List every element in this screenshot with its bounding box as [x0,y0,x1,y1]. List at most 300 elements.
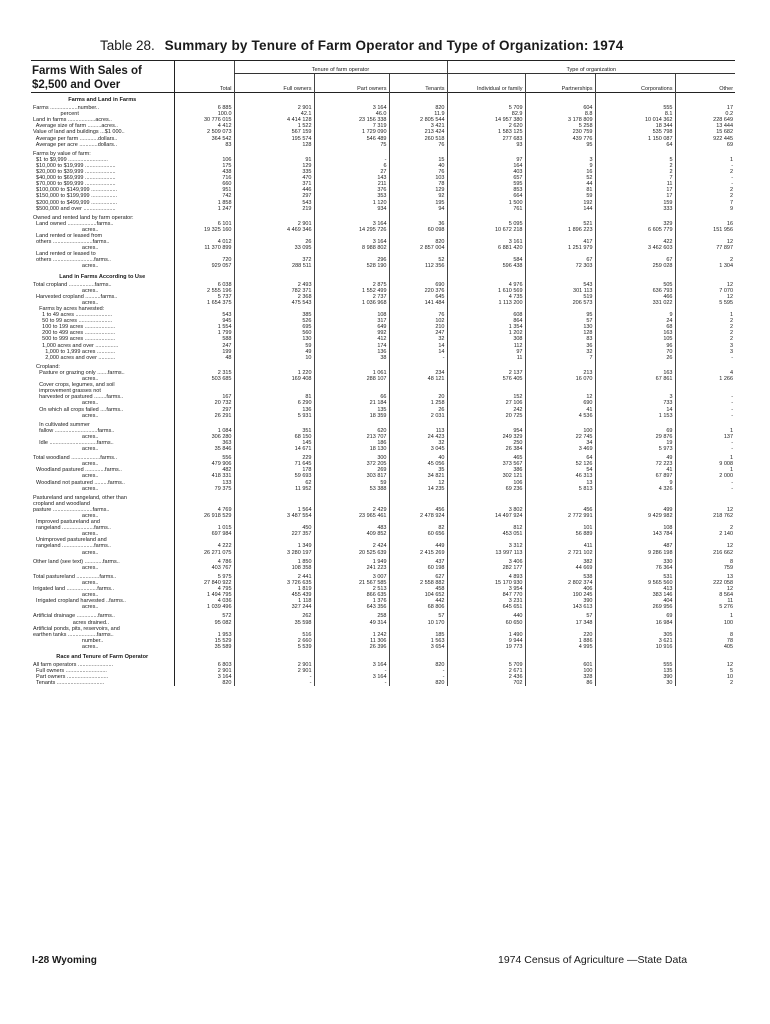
cell-full-owners: 1 118 [234,598,314,604]
empty-cell [174,650,234,662]
cell-total: 951 [174,187,234,193]
cell-part-owners: 2 875 [314,282,389,288]
cell-corporations: 3 [595,394,675,400]
cell-total: 297 [174,407,234,413]
cell-tenants: 247 [389,330,447,336]
cell-full-owners: 10 [234,355,314,361]
cell-partnerships: 34 [525,440,595,446]
cell-corporations: 49 [595,455,675,461]
cell-tenants: 52 [389,257,447,263]
cell-part-owners: 353 [314,193,389,199]
row-label: acres.. [33,400,99,407]
cell-individual-family: 1 490 [447,632,525,638]
empty-cell [675,650,735,662]
row-label: $100,000 to $149,999 ................. [33,187,118,194]
cell-tenants: 3 654 [389,644,447,650]
cell-total: 945 [174,318,234,324]
cell-tenants: 2 857 004 [389,245,447,251]
row-label: Tenants ............................... [33,680,105,687]
cell-tenants: 449 [389,543,447,549]
cell-tenants: 141 484 [389,300,447,306]
cell-tenants: 234 [389,370,447,376]
cell-total: 1 039 496 [174,604,234,610]
cell-individual-family: 440 [447,613,525,619]
cell-total: 27 840 922 [174,580,234,586]
cell-corporations: 72 223 [595,461,675,467]
cell-partnerships: 100 [525,428,595,434]
cell-part-owners: 412 [314,336,389,342]
cell-part-owners: 59 [314,480,389,486]
cell-other: - [675,446,735,452]
summary-table [31,60,735,686]
cell-part-owners: 135 [314,407,389,413]
cell-individual-family: 1 610 569 [447,288,525,294]
cell-total: 2 315 [174,370,234,376]
cell-other: 1 [675,467,735,473]
cell-partnerships: 64 [525,455,595,461]
row-label: rangeland .....................farms.. [33,543,111,550]
cell-other: 2 [675,324,735,330]
cell-full-owners: 1 564 [234,507,314,513]
row-label: 200 to 499 acres .................... [33,330,116,337]
cell-full-owners: 782 371 [234,288,314,294]
cell-part-owners: 66 [314,394,389,400]
row-label: acres.. [33,376,99,383]
row-label: acres.. [33,604,99,611]
cell-partnerships: 456 [525,507,595,513]
cell-other: 1 266 [675,376,735,382]
cell-individual-family: 282 177 [447,565,525,571]
row-label: acres.. [33,531,99,538]
row-label: acres.. [33,592,99,599]
cell-full-owners: 130 [234,336,314,342]
cell-tenants: - [389,668,447,674]
cell-corporations: 4 326 [595,486,675,492]
cell-part-owners: 3 164 [314,662,389,668]
row-label: Total cropland .................farms.. [33,281,112,288]
row-label: Pasture or grazing only .......farms.. [33,369,125,376]
cell-corporations: 41 [595,467,675,473]
cell-individual-family: 657 [447,175,525,181]
cell-total: 4 036 [174,598,234,604]
cell-corporations: 5 [595,157,675,163]
cell-other: 12 [675,282,735,288]
cell-individual-family: 3 312 [447,543,525,549]
cell-other: - [675,394,735,400]
cell-tenants: 40 [389,455,447,461]
cell-tenants: 20 [389,394,447,400]
cell-tenants: 442 [389,598,447,604]
cell-tenants: 103 [389,175,447,181]
cell-individual-family: 1 113 200 [447,300,525,306]
cell-total: 820 [174,680,234,686]
row-label: Improved pastureland and [33,519,100,526]
cell-other: - [675,440,735,446]
empty-cell [447,650,525,662]
cell-tenants: 210 [389,324,447,330]
footer-page-id: I-28 Wyoming [32,955,97,966]
cell-tenants: 60 198 [389,565,447,571]
cell-part-owners: 620 [314,428,389,434]
cell-full-owners: 219 [234,206,314,212]
header-group-organization: Type of organization [447,61,735,74]
cell-part-owners: 241 223 [314,565,389,571]
cell-part-owners: 26 396 [314,644,389,650]
cell-tenants: 15 [389,157,447,163]
cell-individual-family: 853 [447,187,525,193]
cell-individual-family: 1 583 125 [447,129,525,135]
row-label: acres.. [33,299,99,306]
cell-part-owners: 649 [314,324,389,330]
cell-corporations: 135 [595,668,675,674]
cell-part-owners: 49 314 [314,620,389,626]
row-label: Value of land and buildings ...$1 000.. [33,129,125,136]
cell-other: 8 [675,559,735,565]
cell-total: 26 918 529 [174,513,234,519]
cell-full-owners: 2 901 [234,221,314,227]
cell-individual-family: 112 [447,343,525,349]
cell-full-owners: 5 931 [234,413,314,419]
cell-partnerships: 3 469 [525,446,595,452]
cell-full-owners: 372 [234,257,314,263]
cell-total: 1 858 [174,200,234,206]
cell-partnerships: 72 303 [525,263,595,269]
cell-part-owners: 1 036 968 [314,300,389,306]
cell-tenants: 2 805 544 [389,117,447,123]
row-label: Total woodland ...................farms.. [33,455,118,462]
row-label: acres.. [33,485,99,492]
cell-part-owners: 18 130 [314,446,389,452]
cell-individual-family: 11 [447,355,525,361]
cell-corporations: 487 [595,543,675,549]
cell-partnerships: 4 995 [525,644,595,650]
row-label: earthen tanks ...................farms.. [33,631,114,638]
cell-other: 2 140 [675,531,735,537]
row-label: $1 to $9,999 .......................... [33,156,108,163]
cell-other: 8 [675,632,735,638]
cell-other: 218 762 [675,513,735,519]
row-label: rangeland .....................farms.. [33,525,111,532]
cell-tenants: 220 376 [389,288,447,294]
cell-corporations: 14 [595,407,675,413]
cell-tenants: 76 [389,142,447,148]
cell-part-owners: 14 295 726 [314,227,389,233]
cell-part-owners: 143 [314,175,389,181]
cell-full-owners: 470 [234,175,314,181]
cell-total: 95 082 [174,620,234,626]
cell-full-owners: 2 368 [234,294,314,300]
cell-full-owners: - [234,680,314,686]
cell-individual-family: 277 683 [447,136,525,142]
cell-individual-family: 93 [447,142,525,148]
cell-individual-family: 4 735 [447,294,525,300]
cell-other: 12 [675,543,735,549]
cell-corporations: 11 [595,181,675,187]
cell-other: 11 [675,598,735,604]
cell-full-owners: 81 [234,394,314,400]
cell-other: 5 [675,668,735,674]
cell-full-owners: 526 [234,318,314,324]
cell-corporations: 5 973 [595,446,675,452]
cell-part-owners: 18 359 [314,413,389,419]
cell-full-owners: 229 [234,455,314,461]
empty-cell [314,93,389,105]
cell-corporations: 163 [595,330,675,336]
cell-total: 5 737 [174,294,234,300]
cell-full-owners: 2 441 [234,574,314,580]
col-header-individual-family: Individual or family [447,74,525,93]
cell-partnerships: 101 [525,525,595,531]
row-label: Farms ..................number.. [33,105,100,112]
cell-other: 9 008 [675,461,735,467]
cell-full-owners: 2 901 [234,105,314,111]
cell-full-owners: 35 598 [234,620,314,626]
cell-other: 1 304 [675,263,735,269]
cell-individual-family: 2 671 [447,668,525,674]
cell-other: 3 [675,349,735,355]
cell-partnerships: 83 [525,336,595,342]
cell-total: 306 280 [174,434,234,440]
cell-full-owners: 2 901 [234,668,314,674]
cell-full-owners: 1 850 [234,559,314,565]
cell-part-owners: 3 007 [314,574,389,580]
cell-other: 2 [675,257,735,263]
section-heading: Farms and Land in Farms [68,97,137,103]
empty-cell [234,270,314,282]
cell-partnerships: 521 [525,221,595,227]
cell-partnerships: 213 [525,370,595,376]
cell-tenants: 68 806 [389,604,447,610]
cell-total: 133 [174,480,234,486]
row-label: $70,000 to $99,999 .................... [33,181,116,188]
cell-partnerships: 519 [525,294,595,300]
cell-other: 2 [675,680,735,686]
cell-full-owners: 371 [234,181,314,187]
cell-full-owners: 3 280 197 [234,550,314,556]
cell-corporations: 505 [595,282,675,288]
cell-part-owners: 1 120 [314,200,389,206]
cell-part-owners: 3 164 [314,239,389,245]
cell-tenants: - [389,355,447,361]
cell-corporations: 105 [595,336,675,342]
cell-tenants: 10 170 [389,620,447,626]
cell-total: 742 [174,193,234,199]
cell-total: 30 776 015 [174,117,234,123]
cell-full-owners: 129 [234,163,314,169]
cell-tenants: 690 [389,282,447,288]
cell-other: 10 [675,674,735,680]
cell-partnerships: 56 889 [525,531,595,537]
cell-partnerships: 59 [525,193,595,199]
cell-corporations: 331 022 [595,300,675,306]
cell-corporations: 30 [595,680,675,686]
cell-corporations: 9 429 982 [595,513,675,519]
table-title [100,38,700,53]
empty-cell [447,270,525,282]
row-label: $10,000 to $19,999 .................... [33,162,116,169]
cell-partnerships: 206 573 [525,300,595,306]
cell-individual-family: 2 436 [447,674,525,680]
cell-tenants: 34 821 [389,473,447,479]
cell-partnerships: 44 [525,181,595,187]
cell-other: 12 [675,662,735,668]
cell-tenants: 26 [389,407,447,413]
cell-partnerships: 230 759 [525,129,595,135]
cell-full-owners: 145 [234,440,314,446]
cell-corporations: 69 [595,428,675,434]
cell-part-owners: 296 [314,257,389,263]
empty-cell [174,270,234,282]
row-label: acres.. [33,446,99,453]
cell-individual-family: 14 957 380 [447,117,525,123]
cell-part-owners: 23 156 338 [314,117,389,123]
cell-corporations: 96 [595,343,675,349]
cell-partnerships: 538 [525,574,595,580]
cell-full-owners: 2 901 [234,662,314,668]
cell-total: 6 885 [174,105,234,111]
cell-other: 405 [675,644,735,650]
left-heading: Farms With Sales of $2,500 and Over [32,65,142,91]
cell-total: 4 786 [174,559,234,565]
cell-other: 228 649 [675,117,735,123]
cell-corporations: 422 [595,239,675,245]
cell-tenants: 2 031 [389,413,447,419]
row-label: Farms by acres harvested: [33,306,105,312]
cell-total: 572 [174,613,234,619]
cell-total: 26 291 [174,413,234,419]
cell-corporations: 108 [595,525,675,531]
empty-cell [389,93,447,105]
cell-other: 151 956 [675,227,735,233]
cell-individual-family: 20 725 [447,413,525,419]
cell-part-owners: 1 729 090 [314,129,389,135]
cell-corporations: 67 [595,257,675,263]
cell-part-owners: 866 635 [314,592,389,598]
cell-individual-family: 26 384 [447,446,525,452]
cell-part-owners: 1 242 [314,632,389,638]
cell-part-owners: 53 388 [314,486,389,492]
cell-total: 418 331 [174,473,234,479]
cell-corporations: 9 565 560 [595,580,675,586]
cell-individual-family: 576 405 [447,376,525,382]
cell-individual-family: 864 [447,318,525,324]
cell-part-owners: 2 513 [314,586,389,592]
cell-individual-family: 250 [447,440,525,446]
cell-tenants: 11.9 [389,111,447,117]
empty-cell [595,270,675,282]
cell-total: 1 953 [174,632,234,638]
cell-partnerships: 4 536 [525,413,595,419]
cell-partnerships: 7 [525,355,595,361]
row-label: Irrigated cropland harvested ..farms.. [33,598,126,605]
row-label: Land in farms ..................acres.. [33,117,112,124]
cell-other: - [675,480,735,486]
cell-part-owners: 6 [314,163,389,169]
cell-total: 929 057 [174,263,234,269]
row-label: Land owned ...................farms.. [33,220,114,227]
cell-individual-family: 3 954 [447,586,525,592]
cell-tenants: 129 [389,187,447,193]
cell-tenants: 1 563 [389,638,447,644]
cell-tenants: 456 [389,507,447,513]
cell-individual-family: 249 329 [447,434,525,440]
empty-cell [525,270,595,282]
section-heading-row [31,93,735,105]
section-heading-row [31,650,735,662]
cell-tenants: 57 [389,613,447,619]
cell-corporations: 390 [595,674,675,680]
cell-partnerships: 3 [525,157,595,163]
cell-individual-family: 152 [447,394,525,400]
cell-partnerships: 22 745 [525,434,595,440]
row-label: acres.. [33,513,99,519]
cell-individual-family: 60 650 [447,620,525,626]
cell-corporations: 67 861 [595,376,675,382]
cell-total: 363 [174,440,234,446]
row-label: Pastureland and rangeland, other than [33,494,127,501]
cell-full-owners: 450 [234,525,314,531]
cell-individual-family: 386 [447,467,525,473]
cell-tenants: 14 [389,343,447,349]
cell-full-owners: 26 [234,239,314,245]
cell-other: 222 058 [675,580,735,586]
cell-part-owners: 372 205 [314,461,389,467]
cell-tenants: 113 [389,428,447,434]
cell-part-owners: 992 [314,330,389,336]
cell-tenants: 112 356 [389,263,447,269]
cell-corporations: 76 364 [595,565,675,571]
cell-partnerships: 5 258 [525,123,595,129]
cell-other: 9 [675,206,735,212]
cell-full-owners: 262 [234,613,314,619]
cell-other: 12 [675,239,735,245]
cell-partnerships: 690 [525,400,595,406]
cell-corporations: 9 [595,480,675,486]
cell-partnerships: 54 [525,467,595,473]
cell-other: 0.2 [675,111,735,117]
cell-other: 5 595 [675,300,735,306]
cell-corporations: 19 [595,440,675,446]
cell-tenants: 2 558 882 [389,580,447,586]
cell-partnerships: 36 [525,343,595,349]
cell-part-owners: 934 [314,206,389,212]
row-label: improvement grasses not [33,388,101,395]
cell-corporations: 333 [595,206,675,212]
cell-part-owners: 317 [314,318,389,324]
empty-cell [595,650,675,662]
cell-tenants: 76 [389,169,447,175]
cell-other: - [675,355,735,361]
row-label: acres drained.. [33,619,110,626]
cell-part-owners: 258 [314,613,389,619]
cell-tenants: 820 [389,680,447,686]
cell-total: 6 803 [174,662,234,668]
cell-part-owners: 11 306 [314,638,389,644]
cell-part-owners: 546 489 [314,136,389,142]
cell-total: 20 732 [174,400,234,406]
cell-part-owners: 3 164 [314,674,389,680]
cell-part-owners: 75 [314,142,389,148]
cell-total: 79 375 [174,486,234,492]
cell-tenants: 104 652 [389,592,447,598]
cell-part-owners: 269 [314,467,389,473]
cell-full-owners: 178 [234,467,314,473]
cell-other: 100 [675,620,735,626]
cell-full-owners: 516 [234,632,314,638]
cell-individual-family: 27 106 [447,400,525,406]
cell-individual-family: 847 770 [447,592,525,598]
cell-corporations: 9 286 198 [595,550,675,556]
